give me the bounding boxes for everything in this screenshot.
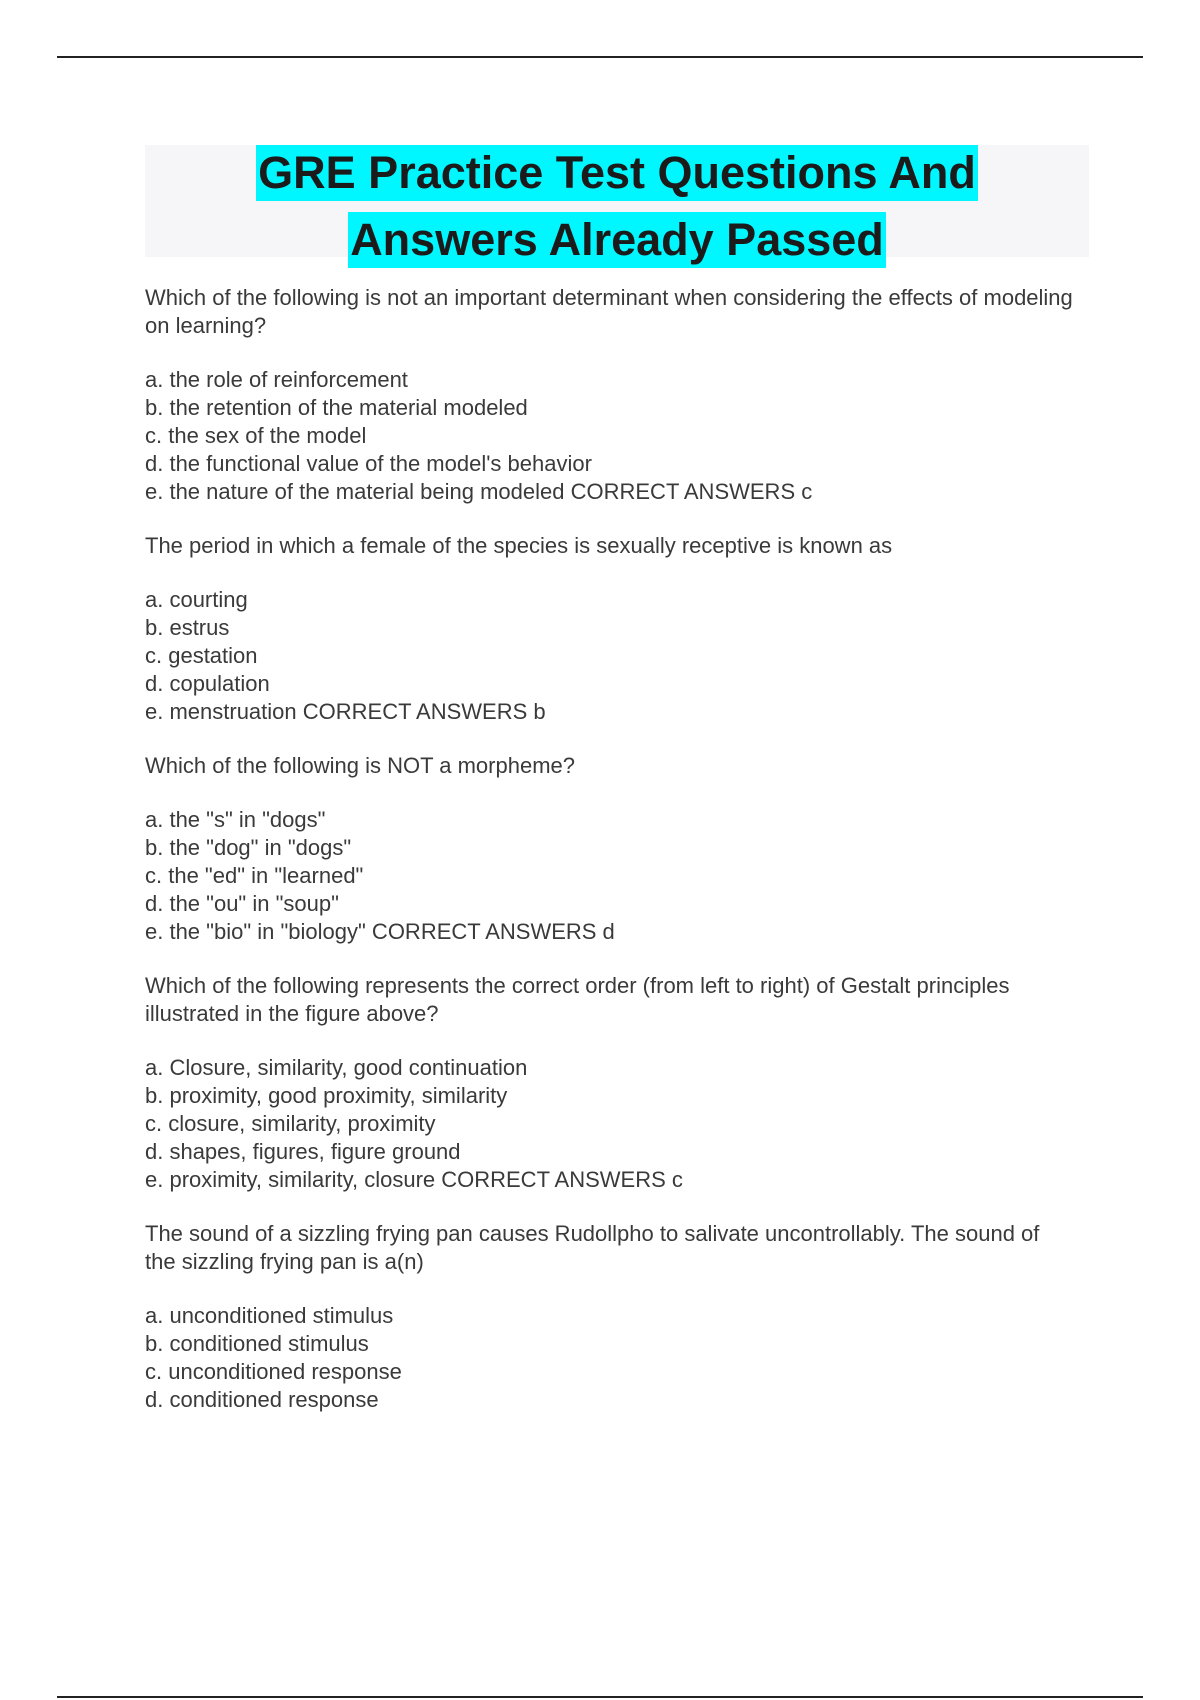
bottom-rule — [57, 1696, 1143, 1698]
answer-option: e. menstruation CORRECT ANSWERS b — [145, 699, 546, 724]
answer-option: b. proximity, good proximity, similarity — [145, 1083, 508, 1108]
top-rule — [57, 56, 1143, 58]
answer-option: b. the retention of the material modeled — [145, 395, 528, 420]
answer-option: a. Closure, similarity, good continuation — [145, 1055, 528, 1080]
answer-option: b. conditioned stimulus — [145, 1331, 369, 1356]
answer-option: e. the "bio" in "biology" CORRECT ANSWERS d — [145, 919, 615, 944]
answer-options — [145, 1302, 1075, 1414]
answer-option: b. the "dog" in "dogs" — [145, 835, 352, 860]
question-text: The period in which a female of the species is sexually receptive is known as — [145, 533, 893, 558]
answer-option: a. the role of reinforcement — [145, 367, 408, 392]
questions-list — [145, 284, 1075, 1440]
answer-option: a. unconditioned stimulus — [145, 1303, 394, 1328]
answer-option: a. courting — [145, 587, 248, 612]
page-title-line-1: GRE Practice Test Questions And — [256, 145, 978, 201]
answer-option: d. shapes, figures, figure ground — [145, 1139, 461, 1164]
answer-option: d. copulation — [145, 671, 270, 696]
answer-options — [145, 806, 1075, 946]
title-block — [145, 145, 1089, 265]
answer-option: d. conditioned response — [145, 1387, 379, 1412]
answer-option: e. the nature of the material being modeled CORRECT ANSWERS c — [145, 479, 813, 504]
question-text: Which of the following is NOT a morpheme? — [145, 753, 575, 778]
question-text: Which of the following is not an important determinant when considering the effects of modeling on learning? — [145, 285, 1073, 338]
answer-options — [145, 586, 1075, 726]
answer-option: c. gestation — [145, 643, 258, 668]
answer-option: c. the "ed" in "learned" — [145, 863, 364, 888]
answer-option: c. closure, similarity, proximity — [145, 1111, 436, 1136]
answer-option: e. proximity, similarity, closure CORRECT ANSWERS c — [145, 1167, 683, 1192]
answer-option: c. the sex of the model — [145, 423, 367, 448]
question-text: Which of the following represents the correct order (from left to right) of Gestalt principles illustrated in the figure above? — [145, 973, 1010, 1026]
answer-option: b. estrus — [145, 615, 230, 640]
answer-option: d. the functional value of the model's behavior — [145, 451, 592, 476]
answer-options — [145, 366, 1075, 506]
answer-option: c. unconditioned response — [145, 1359, 402, 1384]
question-text: The sound of a sizzling frying pan causes Rudollpho to salivate uncontrollably. The sound of the sizzling frying pan is a(n) — [145, 1221, 1040, 1274]
page-title-line-2: Answers Already Passed — [348, 212, 886, 268]
answer-option: a. the "s" in "dogs" — [145, 807, 326, 832]
answer-options — [145, 1054, 1075, 1194]
answer-option: d. the "ou" in "soup" — [145, 891, 339, 916]
